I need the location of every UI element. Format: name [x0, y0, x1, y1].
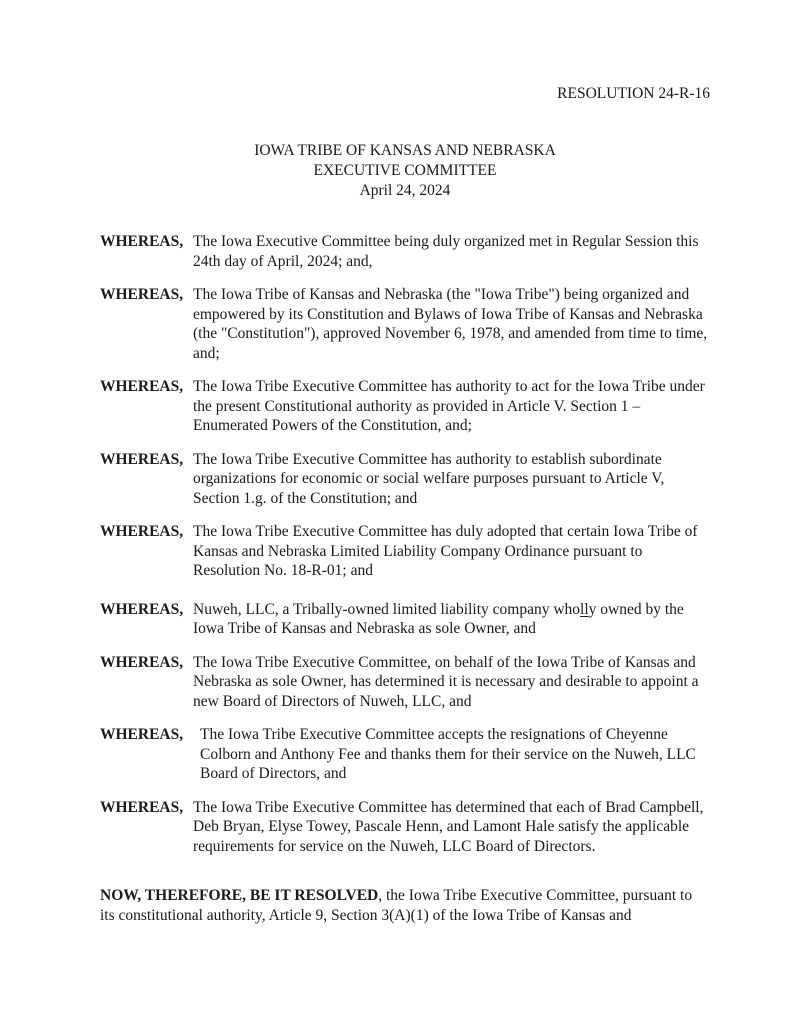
whereas-body-text: y owned by the Iowa Tribe of Kansas and Nebraska as sole Owner, and: [193, 600, 684, 637]
whereas-label: WHEREAS,: [100, 450, 184, 468]
whereas-label: WHEREAS,: [100, 798, 184, 816]
whereas-body: The Iowa Tribe Executive Committee has duly adopted that certain Iowa Tribe of Kansas and Nebraska Limited Liability Company Ordinance pursuant to Resolution No. 18-R-01; and: [193, 523, 698, 579]
whereas-clause-4: [100, 450, 710, 509]
title-organization: IOWA TRIBE OF KANSAS AND NEBRASKA: [254, 142, 556, 159]
whereas-body: The Iowa Tribe Executive Committee has determined that each of Brad Campbell, Deb Bryan, Elyse Towey, Pascale Henn, and Lamont Hale satisfy the applicable requirements for service on the Nuweh, LLC Board of Directors.: [193, 798, 704, 855]
whereas-clause-7: [100, 653, 710, 712]
title-committee: EXECUTIVE COMMITTEE: [313, 162, 497, 179]
whereas-clause-3: [100, 377, 710, 436]
whereas-label: WHEREAS,: [100, 653, 184, 671]
title-date: April 24, 2024: [359, 182, 451, 199]
resolved-label: NOW, THEREFORE, BE IT RESOLVED: [100, 887, 379, 904]
whereas-label: WHEREAS,: [100, 286, 184, 303]
document-title-block: [100, 141, 710, 201]
whereas-body-underlined-text: ll: [580, 600, 589, 618]
whereas-body: The Iowa Tribe Executive Committee accepts the resignations of Cheyenne Colborn and Anthony Fee and thanks them for their service on the Nuweh, LLC Board of Directors, and: [200, 726, 696, 782]
whereas-clauses: [100, 232, 710, 856]
whereas-body: [193, 600, 710, 639]
whereas-label: WHEREAS,: [100, 233, 184, 250]
whereas-body: The Iowa Tribe Executive Committee has authority to act for the Iowa Tribe under the present Constitutional authority as provided in Article V. Section 1 – Enumerated Powers of the Constitution, and;: [193, 378, 705, 434]
whereas-label: WHEREAS,: [100, 378, 184, 395]
whereas-label: WHEREAS,: [100, 523, 184, 540]
whereas-clause-8: [100, 725, 710, 784]
whereas-label: WHEREAS,: [100, 726, 184, 743]
resolution-number: RESOLUTION 24-R-16: [557, 85, 710, 102]
whereas-clause-9: [100, 798, 710, 857]
whereas-body-text: Nuweh, LLC, a Tribally-owned limited liability company who: [193, 600, 581, 618]
whereas-clause-1: [100, 232, 710, 271]
whereas-body: The Iowa Tribe of Kansas and Nebraska (the "Iowa Tribe") being organized and empowered by its Constitution and Bylaws of Iowa Tribe of Kansas and Nebraska (the "Constitution"), approved November 6, 1978, and amended from time to time, and;: [193, 286, 708, 362]
whereas-clause-2: [100, 285, 710, 363]
whereas-clause-6: [100, 600, 710, 639]
resolved-body: , the Iowa Tribe Executive Committee, pursuant to its constitutional authority, Article 9, Section 3(A)(1) of the Iowa Tribe of Kansas and: [100, 887, 693, 924]
resolved-paragraph: [100, 886, 710, 925]
whereas-clause-5: [100, 522, 710, 581]
whereas-body: The Iowa Tribe Executive Committee, on behalf of the Iowa Tribe of Kansas and Nebraska as sole Owner, has determined it is necessary and desirable to appoint a new Board of Directors of Nuweh, LLC, and: [193, 653, 699, 710]
whereas-label: WHEREAS,: [100, 600, 184, 618]
whereas-body: The Iowa Tribe Executive Committee has authority to establish subordinate organizations for economic or social welfare purposes pursuant to Article V, Section 1.g. of the Constitution; and: [193, 450, 665, 507]
whereas-body: The Iowa Executive Committee being duly organized met in Regular Session this 24th day of April, 2024; and,: [193, 233, 699, 270]
